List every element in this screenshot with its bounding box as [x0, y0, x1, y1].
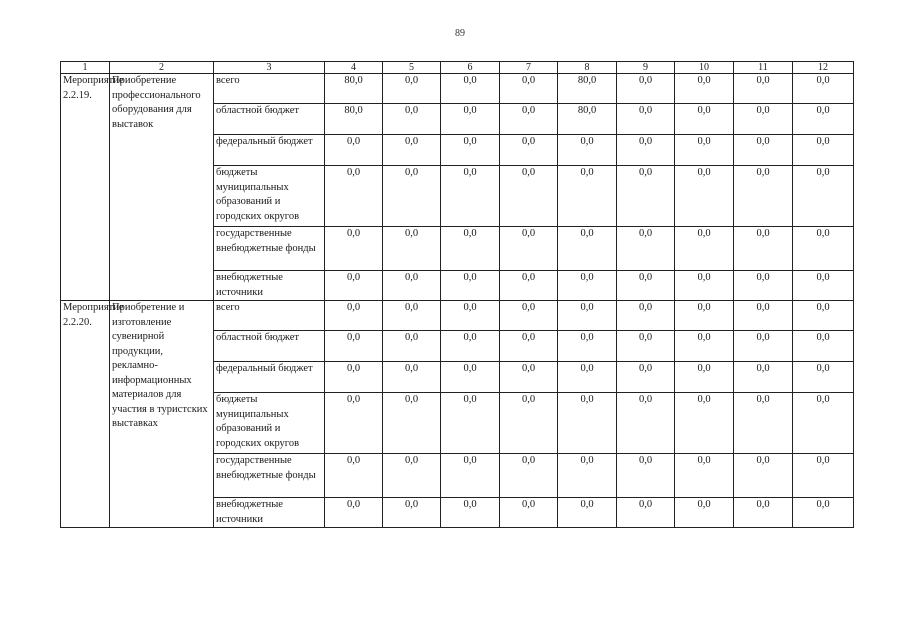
value-cell: 0,0 [500, 331, 558, 362]
value-cell: 0,0 [383, 498, 441, 528]
value-cell: 0,0 [734, 454, 793, 498]
value-cell: 0,0 [500, 104, 558, 135]
value-cell: 0,0 [383, 362, 441, 393]
value-cell: 0,0 [500, 454, 558, 498]
value-cell: 0,0 [675, 271, 734, 301]
header-col-5: 5 [383, 62, 441, 74]
value-cell: 0,0 [793, 135, 854, 166]
table-row [61, 74, 854, 104]
value-cell: 80,0 [325, 104, 383, 135]
value-cell: 0,0 [734, 166, 793, 227]
value-cell: 0,0 [675, 454, 734, 498]
value-cell: 0,0 [617, 74, 675, 104]
measure-id: Мероприятие 2.2.20. [61, 301, 110, 528]
funding-source: бюджеты муниципальных образований и городских округов [214, 166, 325, 227]
value-cell: 0,0 [558, 135, 617, 166]
funding-source: федеральный бюджет [214, 362, 325, 393]
value-cell: 0,0 [793, 331, 854, 362]
value-cell: 0,0 [500, 498, 558, 528]
header-col-4: 4 [325, 62, 383, 74]
header-col-3: 3 [214, 62, 325, 74]
value-cell: 0,0 [734, 227, 793, 271]
value-cell: 0,0 [793, 393, 854, 454]
value-cell: 0,0 [558, 166, 617, 227]
value-cell: 0,0 [675, 301, 734, 331]
header-col-7: 7 [500, 62, 558, 74]
value-cell: 0,0 [734, 135, 793, 166]
value-cell: 0,0 [675, 74, 734, 104]
value-cell: 0,0 [734, 271, 793, 301]
value-cell: 0,0 [383, 74, 441, 104]
header-col-12: 12 [793, 62, 854, 74]
value-cell: 0,0 [558, 393, 617, 454]
page-number: 89 [455, 28, 465, 39]
value-cell: 0,0 [383, 331, 441, 362]
value-cell: 0,0 [734, 331, 793, 362]
funding-source: государственные внебюджетные фонды [214, 227, 325, 271]
value-cell: 0,0 [441, 362, 500, 393]
header-col-6: 6 [441, 62, 500, 74]
value-cell: 0,0 [793, 498, 854, 528]
value-cell: 0,0 [734, 104, 793, 135]
measure-title: Приобретение и изготовление сувенирной продукции, рекламно-информационных материалов для участия в туристских выставках [110, 301, 214, 528]
value-cell: 0,0 [617, 393, 675, 454]
value-cell: 0,0 [734, 393, 793, 454]
header-col-9: 9 [617, 62, 675, 74]
value-cell: 0,0 [441, 454, 500, 498]
value-cell: 0,0 [793, 104, 854, 135]
value-cell: 0,0 [675, 331, 734, 362]
value-cell: 0,0 [558, 454, 617, 498]
value-cell: 0,0 [500, 227, 558, 271]
value-cell: 80,0 [558, 74, 617, 104]
funding-source: бюджеты муниципальных образований и городских округов [214, 393, 325, 454]
header-col-8: 8 [558, 62, 617, 74]
funding-source: внебюджетные источники [214, 271, 325, 301]
value-cell: 0,0 [441, 331, 500, 362]
measure-id: Мероприятие 2.2.19. [61, 74, 110, 301]
value-cell: 0,0 [558, 331, 617, 362]
value-cell: 0,0 [793, 227, 854, 271]
value-cell: 0,0 [793, 166, 854, 227]
value-cell: 0,0 [383, 393, 441, 454]
value-cell: 0,0 [500, 301, 558, 331]
value-cell: 0,0 [617, 454, 675, 498]
value-cell: 0,0 [675, 227, 734, 271]
value-cell: 0,0 [617, 227, 675, 271]
value-cell: 0,0 [441, 393, 500, 454]
value-cell: 0,0 [325, 393, 383, 454]
value-cell: 0,0 [617, 498, 675, 528]
value-cell: 0,0 [558, 498, 617, 528]
value-cell: 0,0 [558, 227, 617, 271]
value-cell: 0,0 [500, 393, 558, 454]
value-cell: 0,0 [793, 301, 854, 331]
value-cell: 0,0 [441, 74, 500, 104]
value-cell: 0,0 [617, 271, 675, 301]
value-cell: 0,0 [325, 271, 383, 301]
value-cell: 0,0 [325, 135, 383, 166]
value-cell: 0,0 [617, 362, 675, 393]
funding-source: всего [214, 74, 325, 104]
value-cell: 0,0 [793, 74, 854, 104]
budget-table [60, 61, 854, 528]
header-col-11: 11 [734, 62, 793, 74]
value-cell: 0,0 [793, 454, 854, 498]
value-cell: 80,0 [325, 74, 383, 104]
value-cell: 0,0 [675, 362, 734, 393]
value-cell: 0,0 [617, 166, 675, 227]
funding-source: государственные внебюджетные фонды [214, 454, 325, 498]
value-cell: 0,0 [558, 271, 617, 301]
measure-title: Приобретение профессионального оборудования для выставок [110, 74, 214, 301]
funding-source: областной бюджет [214, 104, 325, 135]
value-cell: 0,0 [383, 166, 441, 227]
value-cell: 0,0 [325, 331, 383, 362]
value-cell: 0,0 [383, 104, 441, 135]
value-cell: 0,0 [617, 331, 675, 362]
value-cell: 0,0 [441, 301, 500, 331]
value-cell: 0,0 [325, 301, 383, 331]
value-cell: 0,0 [441, 166, 500, 227]
funding-source: областной бюджет [214, 331, 325, 362]
header-row [61, 62, 854, 74]
value-cell: 0,0 [441, 135, 500, 166]
value-cell: 0,0 [675, 104, 734, 135]
value-cell: 0,0 [383, 227, 441, 271]
value-cell: 0,0 [500, 74, 558, 104]
value-cell: 0,0 [441, 227, 500, 271]
value-cell: 0,0 [441, 498, 500, 528]
value-cell: 0,0 [617, 135, 675, 166]
value-cell: 0,0 [793, 271, 854, 301]
value-cell: 0,0 [325, 454, 383, 498]
value-cell: 0,0 [441, 271, 500, 301]
value-cell: 0,0 [383, 135, 441, 166]
header-col-1: 1 [61, 62, 110, 74]
funding-source: всего [214, 301, 325, 331]
value-cell: 80,0 [558, 104, 617, 135]
value-cell: 0,0 [441, 104, 500, 135]
value-cell: 0,0 [734, 362, 793, 393]
value-cell: 0,0 [558, 301, 617, 331]
value-cell: 0,0 [500, 271, 558, 301]
value-cell: 0,0 [617, 104, 675, 135]
value-cell: 0,0 [325, 498, 383, 528]
header-col-2: 2 [110, 62, 214, 74]
value-cell: 0,0 [325, 166, 383, 227]
funding-source: внебюджетные источники [214, 498, 325, 528]
value-cell: 0,0 [793, 362, 854, 393]
value-cell: 0,0 [734, 498, 793, 528]
table-row [61, 301, 854, 331]
header-col-10: 10 [675, 62, 734, 74]
value-cell: 0,0 [500, 135, 558, 166]
value-cell: 0,0 [675, 498, 734, 528]
value-cell: 0,0 [617, 301, 675, 331]
table-body [61, 74, 854, 528]
value-cell: 0,0 [675, 393, 734, 454]
value-cell: 0,0 [325, 362, 383, 393]
funding-source: федеральный бюджет [214, 135, 325, 166]
value-cell: 0,0 [734, 74, 793, 104]
value-cell: 0,0 [500, 362, 558, 393]
value-cell: 0,0 [500, 166, 558, 227]
value-cell: 0,0 [675, 135, 734, 166]
value-cell: 0,0 [383, 271, 441, 301]
value-cell: 0,0 [734, 301, 793, 331]
value-cell: 0,0 [558, 362, 617, 393]
value-cell: 0,0 [383, 301, 441, 331]
value-cell: 0,0 [325, 227, 383, 271]
value-cell: 0,0 [675, 166, 734, 227]
value-cell: 0,0 [383, 454, 441, 498]
